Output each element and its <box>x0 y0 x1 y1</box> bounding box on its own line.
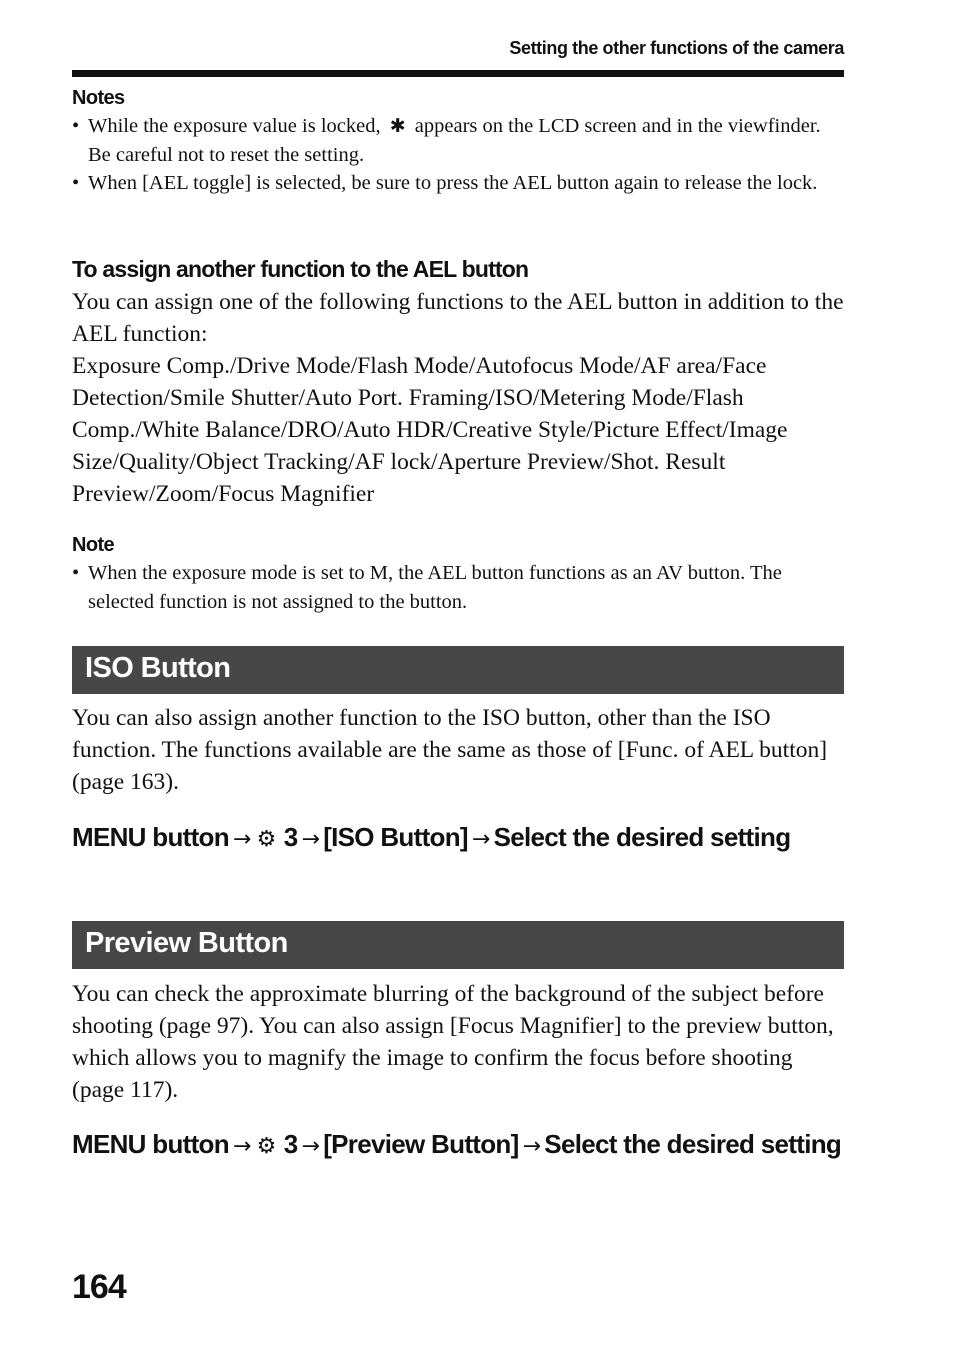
list-item <box>72 112 844 169</box>
iso-section-title: ISO Button <box>85 652 231 684</box>
menu-action: Select the desired setting <box>544 1129 842 1159</box>
asterisk-icon: ✱ <box>389 115 406 137</box>
header-rule <box>72 70 844 77</box>
arrow-right-icon: → <box>471 827 490 852</box>
tab-number: 3 <box>283 1129 298 1159</box>
arrow-right-icon: → <box>232 827 251 852</box>
gear-icon: ⚙ <box>256 827 276 852</box>
note-list <box>72 559 844 616</box>
gear-icon: ⚙ <box>256 1134 276 1159</box>
notes-label: Notes <box>72 87 125 109</box>
note-text: When [AEL toggle] is selected, be sure to press the AEL button again to release the lock. <box>88 172 818 194</box>
menu-item: [Preview Button] <box>323 1129 519 1159</box>
assign-heading: To assign another function to the AEL button <box>72 256 529 282</box>
running-header: Setting the other functions of the camera <box>509 38 844 58</box>
notes-list <box>72 112 844 198</box>
bullet: • <box>72 562 80 584</box>
page-number: 164 <box>72 1268 126 1306</box>
preview-section-bar <box>72 921 844 969</box>
preview-menu-path <box>72 1127 862 1164</box>
list-item <box>72 559 844 616</box>
arrow-right-icon: → <box>301 1134 320 1159</box>
menu-label: MENU button <box>72 822 229 852</box>
list-item <box>72 169 844 198</box>
note-text-start: While the exposure value is locked, <box>88 115 386 137</box>
preview-body: You can check the approximate blurring of the background of the subject before shooting (page 97). You can also assign [Focus Magnifier] to the preview button, which allows you to magnify the image to confirm the focus before shooting (page 117). <box>72 981 834 1103</box>
arrow-right-icon: → <box>522 1134 541 1159</box>
arrow-right-icon: → <box>232 1134 251 1159</box>
iso-section-bar <box>72 646 844 694</box>
assign-functions: Exposure Comp./Drive Mode/Flash Mode/Autofocus Mode/AF area/Face Detection/Smile Shutter/Auto Port. Framing/ISO/Metering Mode/Flash Comp./White Balance/DRO/Auto HDR/Creative Style/Picture Effect/Image Size/Quality/Object Tracking/AF lock/Aperture Preview/Shot. Result Preview/Zoom/Focus Magnifier <box>72 353 788 507</box>
note-label: Note <box>72 534 115 556</box>
bullet: • <box>72 115 80 137</box>
menu-label: MENU button <box>72 1129 229 1159</box>
iso-body: You can also assign another function to the ISO button, other than the ISO function. The functions available are the same as those of [Func. of AEL button] (page 163). <box>72 705 828 795</box>
preview-section-title: Preview Button <box>85 927 288 959</box>
menu-item: [ISO Button] <box>323 822 468 852</box>
menu-action: Select the desired setting <box>493 822 791 852</box>
assign-intro: You can assign one of the following functions to the AEL button in addition to the AEL function: <box>72 289 844 347</box>
note-text-end: appears on the LCD screen and in the viewfinder. Be careful not to reset the setting. <box>88 115 821 166</box>
tab-number: 3 <box>283 822 298 852</box>
iso-menu-path <box>72 820 862 857</box>
note-text: When the exposure mode is set to M, the AEL button functions as an AV button. The selected function is not assigned to the button. <box>88 562 782 613</box>
bullet: • <box>72 172 80 194</box>
arrow-right-icon: → <box>301 827 320 852</box>
